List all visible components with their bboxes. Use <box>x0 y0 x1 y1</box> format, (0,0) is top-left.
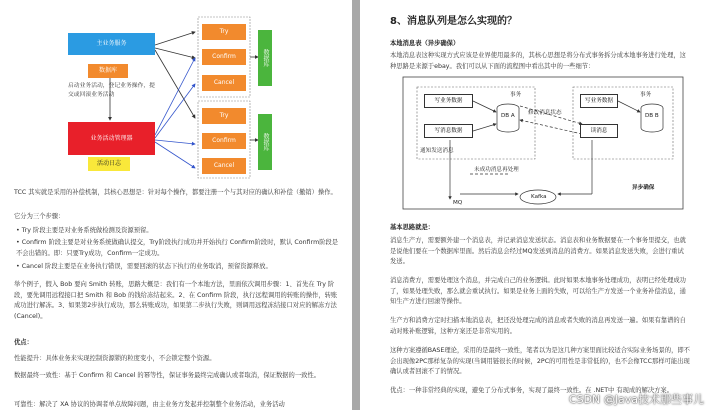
write-msg-box <box>424 124 473 138</box>
db-a-label: DB A <box>501 113 515 119</box>
transfer-example: 举个例子，假入 Bob 要向 Smith 转账，思路大概是：我们有一个本地方法，里面依次调用步骤：1、首先在 Try 阶段，要先调用远程接口把 Smith 和 Bob 的钱给冻结起来。2、在 Confirm 阶段，执行远程调用的转账的操作，转账成功进行解冻。3、如果第2步执行成功，那么转账成功，如果第二步执行失败，则调用远程冻结接口对应的解冻方法 (Cancel)。 <box>14 281 338 320</box>
retry-label: 未成功消息再处理 <box>474 167 519 173</box>
try-label-1: Try <box>219 28 229 35</box>
participant-db-label-1: 数据库 <box>262 49 269 67</box>
tcc-intro: TCC 其实就是采用的补偿机制，其核心思想是：针对每个操作，都要注册一个与其对应的确认和补偿（撤销）操作。 <box>14 189 337 196</box>
write-biz-right-box <box>580 94 618 108</box>
stage-bullet-cancel: • Cancel 阶段主要是在业务执行错误，需要回滚的状态下执行的业务取消，预留资源释放。 <box>16 263 272 270</box>
try-box-2 <box>202 108 246 124</box>
participant-db-1 <box>258 30 272 86</box>
participant-db-2 <box>258 114 272 170</box>
pros-performance: 性能提升：具体业务来实现控制资源锁的粒度变小，不会锁定整个资源。 <box>14 355 216 362</box>
local-message-intro: 本地消息表这种实现方式应该是业界使用最多的，其核心思想是将分布式事务拆分成本地事务进行处理，这种思路是来源于ebay。我们可以从下面的流程图中看出其中的一些细节： <box>390 52 686 70</box>
pros-reliability: 可靠性：解决了 XA 协议的协调者单点故障问题，由主业务方发起并控制整个业务活动，业务活动 <box>14 401 285 408</box>
activity-manager-box <box>68 122 155 155</box>
update-status-label: 修改消息状态 <box>528 110 562 116</box>
left-page <box>0 0 352 410</box>
write-biz-label: 写业务数据 <box>434 98 463 104</box>
cancel-box-1 <box>202 75 246 91</box>
read-msg-box <box>580 124 618 138</box>
stage-confirm-text: Confirm 阶段主要是对业务系统做确认提交，Try阶段执行成功并开始执行 Confirm阶段时，默认 Confirm阶段是不会出错的。即：只要Try成功，Confirm一定成功。 <box>16 239 339 257</box>
local-message-pros: 优点：一种非常经典的实现，避免了分布式事务，实现了最终一致性。在 .NET中 有现成的解决方案。 <box>390 387 674 394</box>
stage-bullet-confirm: • Confirm 阶段主要是对业务系统做确认提交，Try阶段执行成功并开始执行 Confirm阶段时，默认 Confirm阶段是不会出错的。即：只要Try成功，Confirm一定成功。 <box>16 239 339 257</box>
pros-consistency: 数据最终一致性：基于 Confirm 和 Cancel 的幂等性，保证事务最终完成确认或者取消，保证数据的一致性。 <box>14 372 321 379</box>
write-biz-right-label: 写业务数据 <box>585 98 613 104</box>
main-service-label: 主业务服务 <box>96 40 127 47</box>
start-activity-note: 启动业务活动，登记业务操作，提交或回滚业务活动 <box>68 83 155 98</box>
confirm-box-1 <box>202 49 246 65</box>
right-page <box>360 0 712 410</box>
section-subheading: 本地消息表（异步确保） <box>390 40 460 47</box>
activity-manager-label: 业务活动管理器 <box>90 134 133 142</box>
activity-log-label: 活动日志 <box>96 160 121 167</box>
pros-title: 优点： <box>14 339 33 346</box>
confirm-label-2: Confirm <box>212 137 236 144</box>
try-label-2: Try <box>219 112 229 119</box>
mq-label: MQ <box>453 200 463 206</box>
page-gutter <box>352 0 360 410</box>
message-flow-connectors <box>360 74 712 214</box>
producer-paragraph: 消息生产方，需要额外建一个消息表，并记录消息发送状态。消息表和业务数据要在一个事务里提交，也就是说他们要在一个数据库里面。然后消息会经过MQ发送到消息的消费方。如果消息发送失败，会进行重试发送。 <box>390 237 686 265</box>
main-service-box <box>68 33 155 55</box>
consumer-paragraph: 消息消费方，需要处理这个消息，并完成自己的业务逻辑。此时如果本地事务处理成功，表明已经处理成功了，如果处理失败，那么就会重试执行。如果是业务上面的失败，可以给生产方发送一个业务补偿消息，通知生产方进行回滚等操作。 <box>390 277 686 305</box>
write-biz-box <box>424 94 473 108</box>
cancel-box-2 <box>202 158 246 174</box>
db-b-label: DB B <box>645 113 659 119</box>
scan-paragraph: 生产方和消费方定时扫描本地消息表，把还没处理完成的消息或者失败的消息再发送一遍。如果有靠谱的自动对账补账逻辑，这种方案还是非常实用的。 <box>390 317 686 335</box>
section-heading: 8、消息队列是怎么实现的？ <box>390 16 517 27</box>
stages-intro: 它分为三个步骤： <box>14 213 65 220</box>
cancel-label-2: Cancel <box>213 162 235 169</box>
confirm-box-2 <box>202 133 246 149</box>
base-paragraph: 这种方案遵循BASE理论，采用的是最终一致性，笔者以为是这几种方案里面比较适合实际业务场景的，即不会出现像2PC那样复杂的实现(当调用链很长的时候，2PC的可用性是非常低的)，也不会像TCC那样可能出现确认或者回滚不了的情况。 <box>390 347 690 375</box>
tcc-diagram-connectors <box>0 0 352 180</box>
stage-try-text: Try 阶段主要是对业务系统做检测及资源预留。 <box>21 227 153 234</box>
notify-send-label: 通知发送消息 <box>420 148 454 154</box>
participant-db-label-2: 数据库 <box>262 133 269 151</box>
write-msg-label: 写消息数据 <box>434 128 463 134</box>
activity-log-box <box>88 157 130 171</box>
try-box-1 <box>202 24 246 40</box>
stage-bullet-try: • Try 阶段主要是对业务系统做检测及资源预留。 <box>16 227 153 234</box>
tx-left-label: 事务 <box>510 92 522 98</box>
cancel-label-1: Cancel <box>213 79 235 86</box>
basic-idea-title: 基本思路就是： <box>390 224 435 231</box>
stage-cancel-text: Cancel 阶段主要是在业务执行错误，需要回滚的状态下执行的业务取消，预留资源释放。 <box>21 263 272 270</box>
main-db-label: 数据库 <box>98 67 117 74</box>
csdn-watermark: CSDN @Java技术那些事儿 <box>568 393 704 406</box>
kafka-label: Kafka <box>531 194 547 200</box>
main-db-box <box>88 64 128 78</box>
async-label: 异步确保 <box>632 185 655 191</box>
confirm-label-1: Confirm <box>212 53 236 60</box>
tx-right-label: 事务 <box>640 92 652 98</box>
read-msg-label: 读消息 <box>590 128 608 134</box>
